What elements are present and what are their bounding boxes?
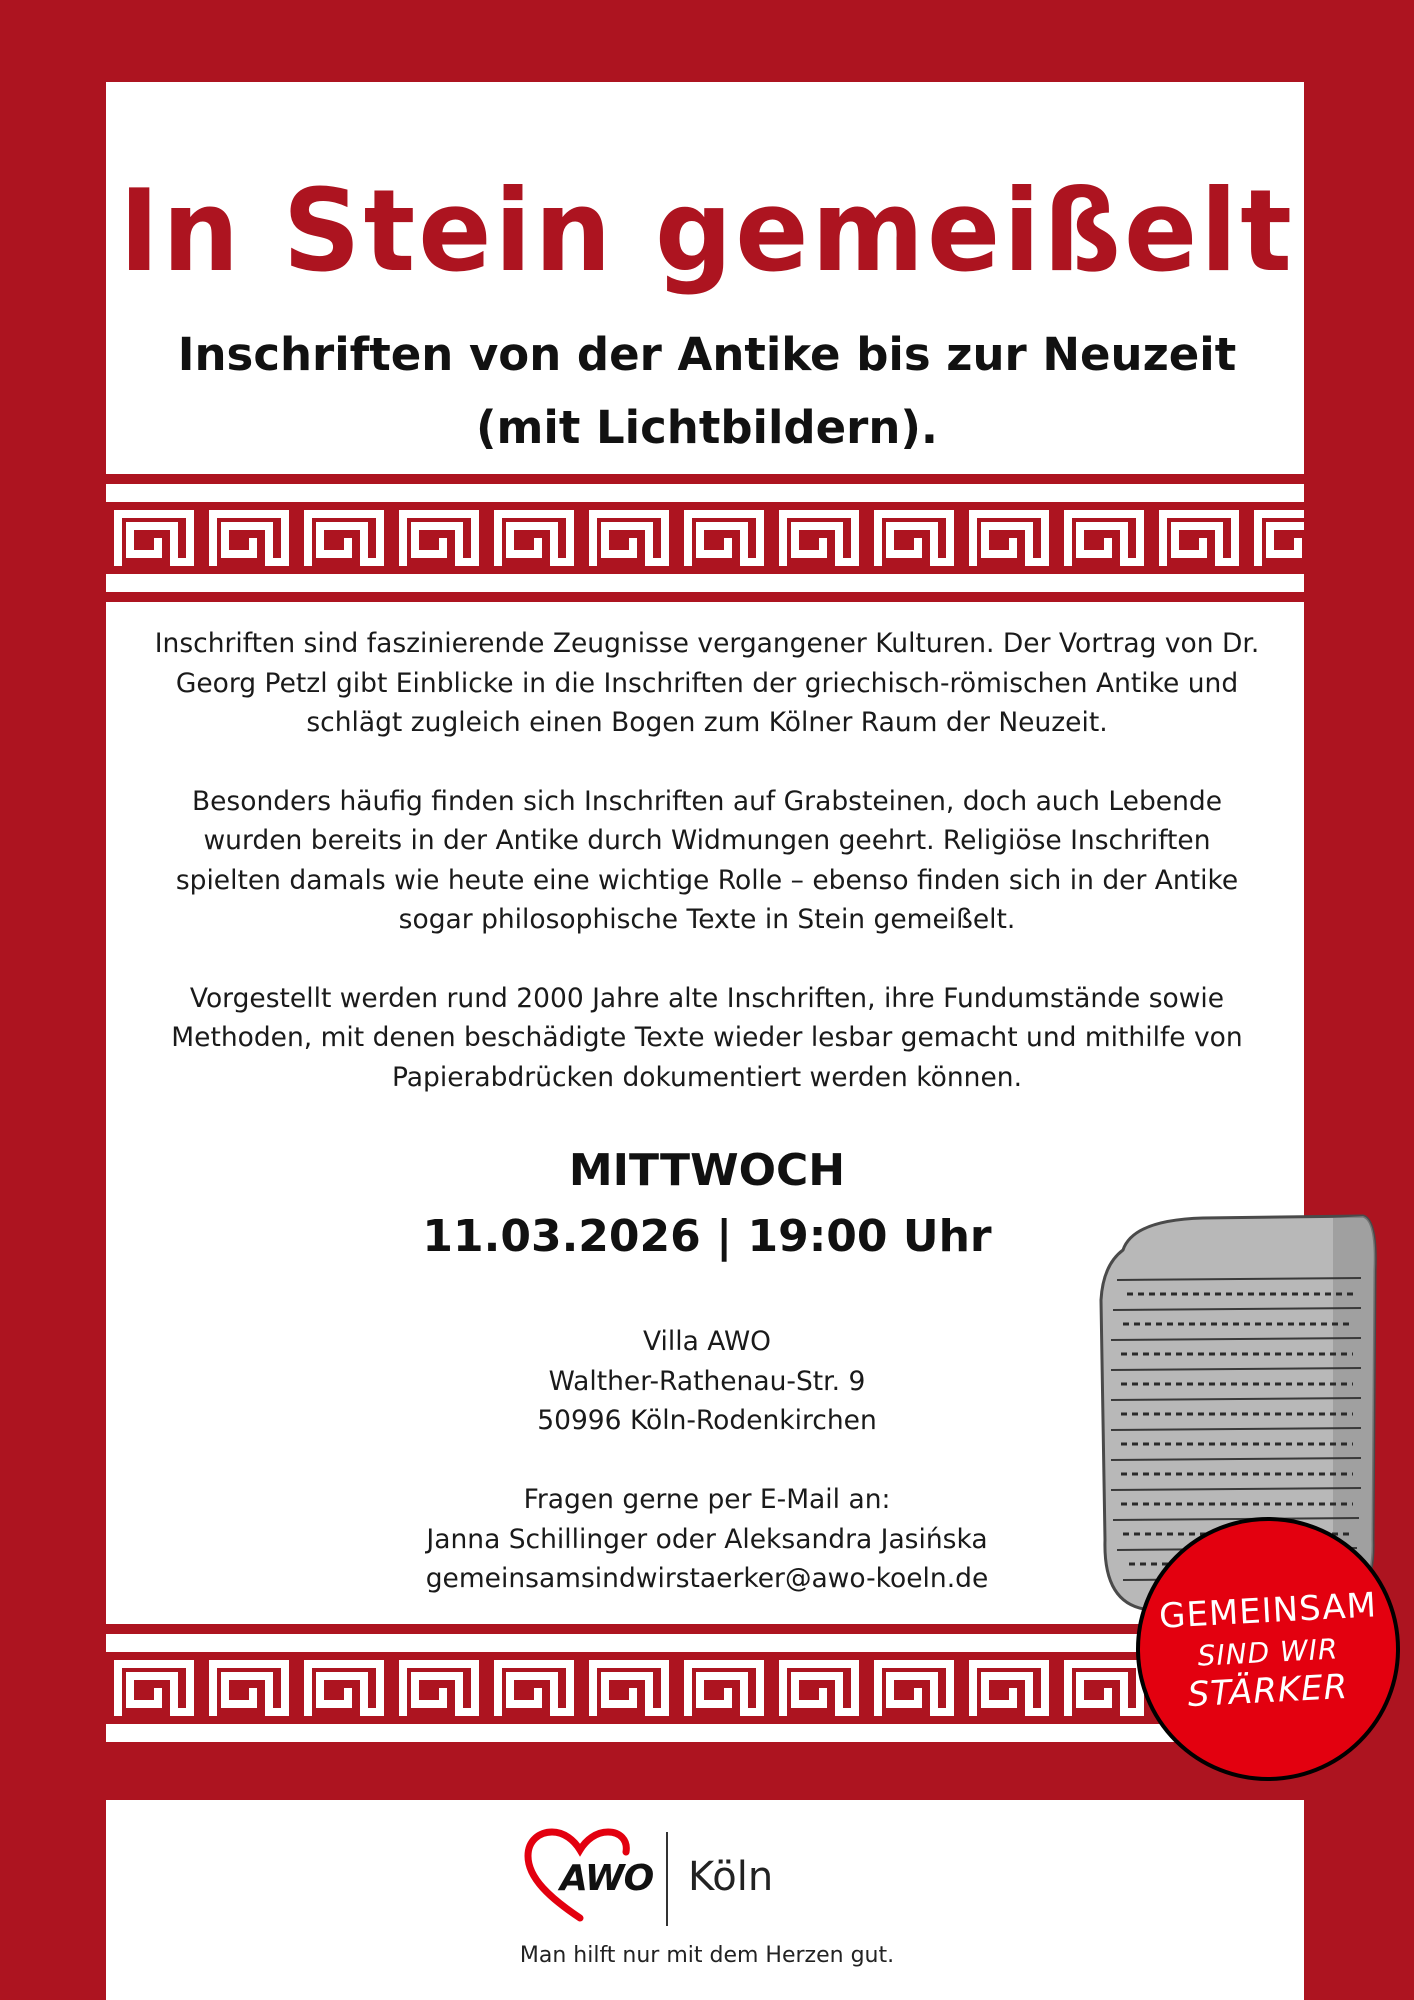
venue-city: 50996 Köln-Rodenkirchen	[537, 1405, 877, 1436]
venue-street: Walther-Rathenau-Str. 9	[548, 1365, 866, 1397]
paragraph-intro: Inschriften sind faszinierende Zeugnisse vergangener Kulturen. Der Vortrag von Dr. Georg Petzl gibt Einblicke in die Inschriften der griechisch-römischen Antike und schlägt zugleich einen Bogen zum Kölner Raum der Neuzeit.	[154, 628, 1260, 738]
logo-city: Köln	[688, 1854, 774, 1900]
contact-intro: Fragen gerne per E-Mail an:	[523, 1484, 891, 1515]
badge-line-1: GEMEINSAM	[1158, 1585, 1378, 1637]
subtitle-line-1: Inschriften von der Antike bis zur Neuzeit	[177, 328, 1237, 381]
contact-names: Janna Schillinger oder Aleksandra Jasińska	[426, 1523, 988, 1555]
paragraph-methods: Vorgestellt werden rund 2000 Jahre alte Inschriften, ihre Fundumstände sowie Methoden, mit denen beschädigte Texte wieder lesbar gemacht und mithilfe von Papierabdrücken dokumentiert werden können.	[171, 982, 1243, 1093]
badge-line-2: SIND WIR	[1196, 1632, 1340, 1673]
subtitle	[0, 318, 1414, 464]
awo-logo	[520, 1828, 790, 1928]
logo-divider	[666, 1832, 668, 1926]
logo-brand: AWO	[560, 1858, 654, 1899]
badge-line-3: STÄRKER	[1186, 1666, 1350, 1716]
page-title: In Stein gemeißelt	[119, 165, 1295, 298]
greek-meander-border-bottom	[106, 1624, 1304, 1752]
greek-meander-border-top	[106, 474, 1304, 602]
event-weekday: MITTWOCH	[568, 1145, 846, 1196]
description	[150, 624, 1264, 1136]
subtitle-line-2: (mit Lichtbildern).	[475, 401, 939, 454]
badge-gemeinsam-staerker	[1136, 1517, 1400, 1781]
slogan: Man hilft nur mit dem Herzen gut.	[519, 1943, 895, 1968]
contact-email[interactable]: gemeinsamsindwirstaerker@awo-koeln.de	[425, 1563, 989, 1594]
paragraph-gravestones: Besonders häufig finden sich Inschriften auf Grabsteinen, doch auch Lebende wurden bereits in der Antike durch Widmungen geehrt. Religiöse Inschriften spielten damals wie heute eine wichtige Rolle – ebenso finden sich in der Antike sogar philosophische Texte in Stein gemeißelt.	[175, 785, 1239, 935]
venue-name: Villa AWO	[642, 1326, 772, 1357]
event-datetime: 11.03.2026 | 19:00 Uhr	[422, 1211, 992, 1262]
